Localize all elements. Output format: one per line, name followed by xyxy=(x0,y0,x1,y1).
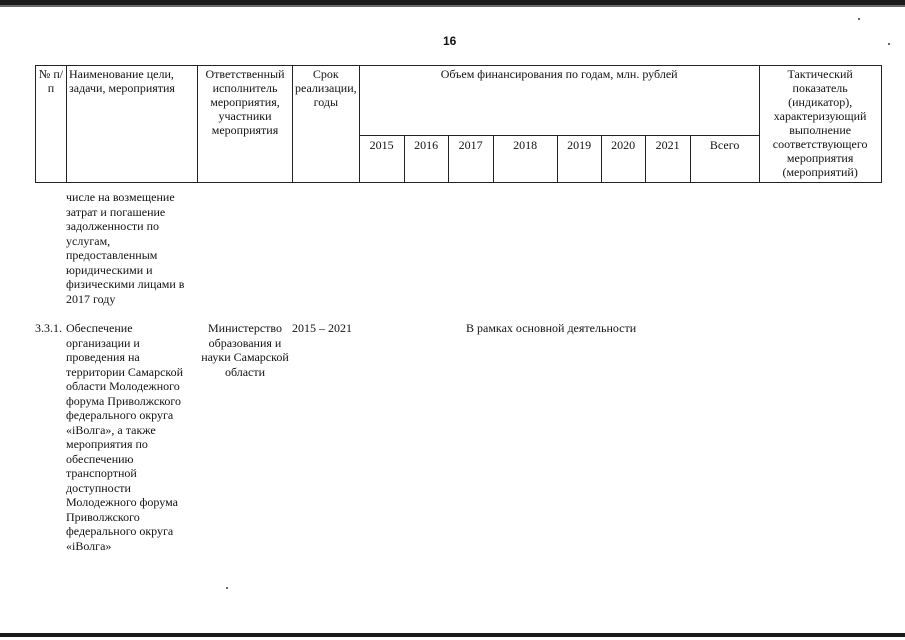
header-indicator: Тактический показатель (индикатор), характеризующий выполнение соответствующего мероприятия (мероприятий) xyxy=(759,66,881,183)
row-3-3-1-financing: В рамках основной деятельности xyxy=(466,321,637,335)
header-year-2021: 2021 xyxy=(645,135,690,182)
header-year-2020: 2020 xyxy=(601,135,645,182)
header-term: Срок реализации, годы xyxy=(293,66,360,183)
header-number: № п/п xyxy=(36,66,67,183)
header-year-2016: 2016 xyxy=(404,135,448,182)
header-name: Наименование цели, задачи, мероприятия xyxy=(67,66,198,183)
scan-speck xyxy=(226,587,228,589)
header-year-2019: 2019 xyxy=(557,135,601,182)
row-3-3-1-number: 3.3.1. xyxy=(35,321,62,335)
header-executor: Ответственный исполнитель мероприятия, участники мероприятия xyxy=(198,66,293,183)
row-3-3-1-term: 2015 – 2021 xyxy=(292,321,352,335)
row-3-3-1-name: Обеспечение организации и проведения на территории Самарской области Молодежного форума Приволжского федерального округа «iВолга», а также мероприятия по обеспечению транспортной доступности Молодежного форума Приволжского федерального округа «iВолга» xyxy=(66,321,184,553)
header-total: Всего xyxy=(690,135,759,182)
header-year-2017: 2017 xyxy=(448,135,493,182)
row-3-3-1-executor: Министерство образования и науки Самарской области xyxy=(201,321,289,379)
page-number: 16 xyxy=(443,34,457,48)
scan-speck xyxy=(858,18,860,20)
scan-speck xyxy=(888,43,890,45)
financing-table-header xyxy=(35,65,882,183)
header-year-2018: 2018 xyxy=(493,135,557,182)
page-top-border-shadow xyxy=(0,5,905,7)
row-continued-name: числе на возмещение затрат и погашение задолженности по услугам, предоставленным юридическими и физическими лицами в 2017 году xyxy=(66,190,185,306)
header-year-2015: 2015 xyxy=(359,135,404,182)
page-bottom-border xyxy=(0,633,905,637)
header-financing: Объем финансирования по годам, млн. рублей xyxy=(359,66,759,136)
